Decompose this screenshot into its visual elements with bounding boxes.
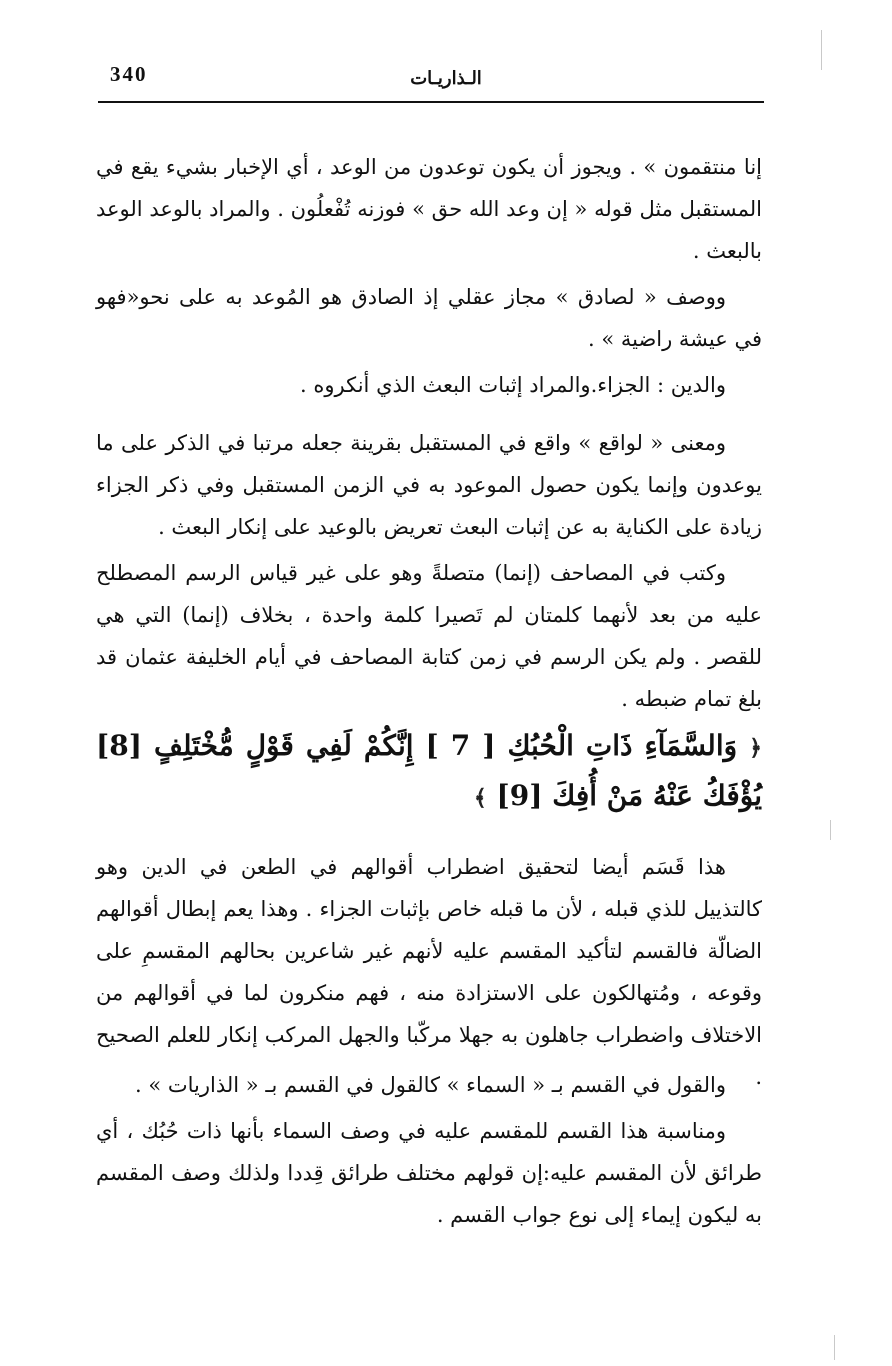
quran-verse (96, 722, 762, 822)
paragraph-6 (96, 846, 762, 1098)
paragraph-7 (96, 1064, 762, 1106)
paragraph-5 (96, 552, 762, 720)
verse-open-bracket: ﴿ (749, 735, 763, 761)
paragraph-4 (96, 422, 762, 548)
header-rule (98, 101, 764, 103)
paragraph-2-text: ووصف « لصادق » مجاز عقلي إذ الصادق هو المُوعد به على نحو«فهو في عيشة راضية » . (96, 285, 762, 351)
running-title: الـذاريـات (410, 68, 482, 89)
paragraph-3-text: والدين : الجزاء.والمراد إثبات البعث الذي أنكروه . (300, 373, 726, 397)
page-number: 340 (110, 62, 148, 86)
paragraph-5-text: وكتب في المصاحف (إنما) متصلةً وهو على غير قياس الرسم المصطلح عليه من بعد لأنهما كلمتان لم تَصيرا كلمة واحدة ، بخلاف (إنما) التي هي للقصر . ولم يكن الرسم في زمن كتابة المصاحف في أيام الخليفة عثمان قد بلغ تمام ضبطه . (96, 561, 762, 711)
scan-mark (834, 1335, 835, 1360)
verse-text: وَالسَّمَآءِ ذَاتِ الْحُبُكِ [ 7 ] إِنَّكُمْ لَفِي قَوْلٍ مُّخْتَلِفٍ [8] يُؤْفَكُ عَنْهُ مَنْ أُفِكَ [9] (96, 729, 762, 812)
paragraph-1: إنا منتقمون » . ويجوز أن يكون توعدون من الوعد ، أي الإخبار بشيء يقع في المستقبل مثل قوله « إن وعد الله حق » فوزنه تُفْعلُون . والمراد بالوعد الوعد بالبعث . (96, 155, 762, 263)
paragraph-6-text: هذا قَسَم أيضا لتحقيق اضطراب أقوالهم في الطعن في الدين وهو كالتذييل للذي قبله ، لأن ما قبله خاص بإثبات الجزاء . وهذا يعم إبطال أقوالهم الضالّة فالقسم لتأكيد المقسم عليه لأنهم غير شاعرين بحالهم المقسمِ على وقوعه ، ومُتهالكون على الاستزادة منه ، فهم منكرون لما في أقوالهم من الاختلاف واضطراب جاهلون به جهلا مركّبا والجهل المركب إنكار للعلم الصحيح . (96, 855, 762, 1089)
scan-mark (830, 820, 831, 840)
scan-mark (821, 30, 822, 70)
paragraph-2 (96, 276, 762, 360)
paragraph-7-text: والقول في القسم بـ « السماء » كالقول في القسم بـ « الذاريات » . (135, 1073, 726, 1097)
paragraph-8-text: ومناسبة هذا القسم للمقسم عليه في وصف السماء بأنها ذات حُبُك ، أي طرائق لأن المقسم عليه:إن قولهم مختلف طرائق قِددا ولذلك وصف المقسم به ليكون إيماء إلى نوع جواب القسم . (96, 1119, 762, 1227)
paragraph-8 (96, 1110, 762, 1236)
paragraph-3 (96, 364, 762, 406)
verse-close-bracket: ﴾ (473, 785, 487, 811)
paragraph-4-text: ومعنى « لواقع » واقع في المستقبل بقرينة جعله مرتبا في الذكر على ما يوعدون وإنما يكون حصول الموعود به في الزمن المستقبل وفي ذكر الجزاء زيادة على الكناية به عن إثبات البعث تعريض بالوعيد على إنكار البعث . (96, 431, 762, 539)
